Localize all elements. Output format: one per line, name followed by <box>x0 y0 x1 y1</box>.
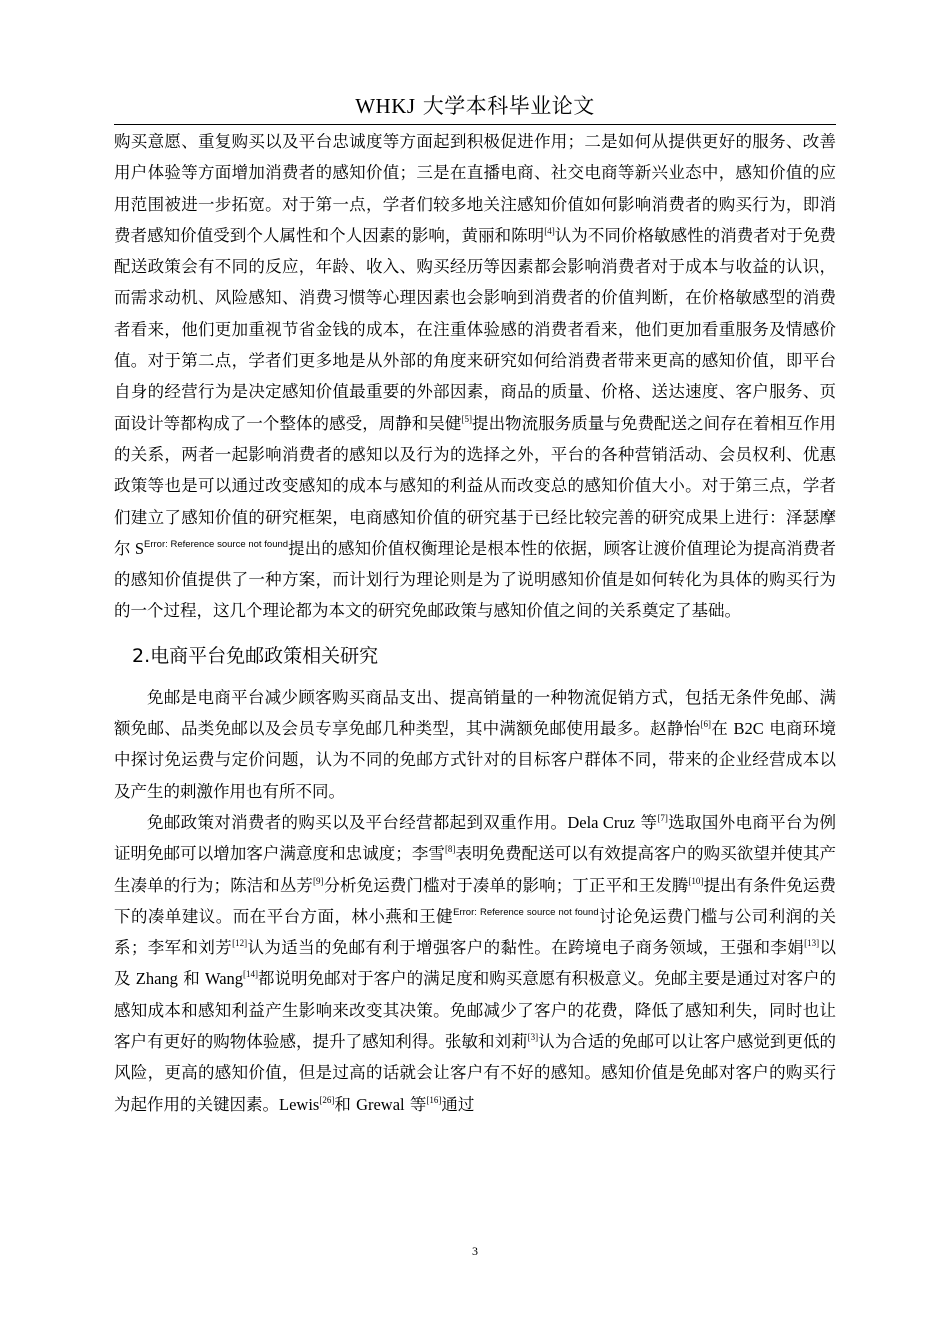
text-run: 认为不同价格敏感性的消费者对于免费配送政策会有不同的反应，年龄、收入、购买经历等因素都会影响消费者对于成本与收益的认识，而需求动机、风险感知、消费习惯等心理因素也会影响到消费者的价值判断，在价格敏感型的消费者看来，他们更加重视节省金钱的成本，在注重体验感的消费者看来，他们更加看重服务及情感价值。对于第二点，学者们更多地是从外部的角度来研究如何给消费者带来更高的感知价值，即平台自身的经营行为是决定感知价值最重要的外部因素，商品的质量、价格、送达速度、客户服务、页面设计等都构成了一个整体的感受，周静和吴健 <box>114 225 837 433</box>
text-run: 电商环境中探讨免运费与定价问题，认为不同的免邮方式针对的目标客户群体不同，带来的企业经营成本以及产生的刺激作用也有所不同。 <box>114 719 837 801</box>
text-run: Grewal <box>356 1094 405 1114</box>
text-run: Dela Cruz <box>567 812 635 832</box>
text-run: 和 <box>177 969 205 989</box>
broken-reference: Error: Reference source not found <box>144 538 289 550</box>
text-run: 表明免费配送可以有效提高客户的购买欲望并使其产生凑单的行为；陈洁和丛芳 <box>114 844 837 895</box>
text-run: 提出有条件免运费下的凑单建议。而在平台方面，林小燕和王健 <box>114 875 837 926</box>
citation-ref: [13] <box>804 938 820 949</box>
text-run: 讨论免运费门槛与公司利润的关系；李军和刘芳 <box>114 906 837 958</box>
text-run: 和 <box>334 1094 357 1114</box>
text-run: 认为合适的免邮可以让客户感觉到更低的风险，更高的感知价值，但是过高的话就会让客户有不好的感知。感知价值是免邮对客户的购买行为起作用的关键因素。 <box>114 1032 837 1114</box>
citation-ref: [10] <box>688 875 704 886</box>
citation-ref: [5] <box>461 413 472 424</box>
citation-ref: [12] <box>232 938 248 949</box>
text-run: 免邮政策对消费者的购买以及平台经营都起到双重作用。 <box>147 812 568 832</box>
paragraph-free-shipping-types <box>114 682 836 807</box>
citation-ref: [7] <box>657 812 668 823</box>
text-run: 提出的感知价值权衡理论是根本性的依据，顾客让渡价值理论为提高消费者的感知价值提供了一种方案，而计划行为理论则是为了说明感知价值是如何转化为具体的购买行为的一个过程，这几个理论都为本文的研究免邮政策与感知价值之间的关系奠定了基础。 <box>114 538 836 621</box>
header-school-code: WHKJ <box>355 94 416 118</box>
text-run: 提出物流服务质量与免费配送之间存在着相互作用的关系，两者一起影响消费者的感知以及行为的选择之外，平台的各种营销活动、会员权利、优惠政策等也是可以通过改变感知的成本与感知的利益从而改变总的感知价值大小。对于第三点，学者们建立了感知价值的研究框架，电商感知价值的研究基于已经比较完善的研究成果上进行：泽瑟摩尔 <box>114 413 837 558</box>
text-run: B2C <box>733 719 764 739</box>
text-run: Lewis <box>279 1094 320 1114</box>
text-run: 认为适当的免邮有利于增强客户的黏性。在跨境电子商务领域，王强和李娟 <box>247 938 805 958</box>
citation-ref: [9] <box>312 875 324 886</box>
text-run: 以及 <box>114 938 837 989</box>
text-run: 等 <box>635 812 658 832</box>
text-run: 免邮是电商平台减少顾客购买商品支出、提高销量的一种物流促销方式，包括无条件免邮、满额免邮、品类免邮以及会员专享免邮几种类型，其中满额免邮使用最多。赵静怡 <box>114 687 836 739</box>
text-run: 购买意愿、重复购买以及平台忠诚度等方面起到积极促进作用；二是如何从提供更好的服务、改善用户体验等方面增加消费者的感知价值；三是在直播电商、社交电商等新兴业态中，感知价值的应用范围被进一步拓宽。对于第一点，学者们较多地关注感知价值如何影响消费者的购买行为，即消费者感知价值受到个人属性和个人因素的影响，黄丽和陈明 <box>114 132 836 245</box>
text-run: 选取国外电商平台为例证明免邮可以增加客户满意度和忠诚度；李雪 <box>114 812 837 864</box>
header-title: 大学本科毕业论文 <box>415 94 595 118</box>
text-run: 在 <box>710 719 734 739</box>
text-run: S <box>130 538 145 558</box>
paragraph-perceived-value <box>114 126 836 627</box>
text-run: Zhang <box>135 969 178 989</box>
page-number: 3 <box>472 1244 478 1258</box>
running-header <box>114 92 836 120</box>
section-heading: 2.电商平台免邮政策相关研究 <box>132 644 379 667</box>
text-run: Wang <box>204 969 244 989</box>
citation-ref: [8] <box>444 844 456 855</box>
broken-reference: Error: Reference source not found <box>453 906 599 918</box>
text-run: 都说明免邮对于客户的满足度和购买意愿有积极意义。免邮主要是通过对客户的感知成本和感知利益产生影响来改变其决策。免邮减少了客户的花费，降低了感知利失，同时也让客户有更好的购物体验感，提升了感知利得。张敏和刘莉 <box>114 969 836 1052</box>
citation-ref: [14] <box>243 969 259 980</box>
citation-ref: [4] <box>544 225 555 236</box>
page-body <box>114 126 836 1120</box>
citation-ref: [26] <box>319 1094 335 1105</box>
text-run: 分析免运费门槛对于凑单的影响；丁正平和王发腾 <box>323 875 689 895</box>
header-rule <box>114 124 836 125</box>
citation-ref: [16] <box>426 1094 442 1105</box>
citation-ref: [6] <box>700 719 711 730</box>
citation-ref: [3] <box>527 1032 539 1043</box>
text-run: 通过 <box>441 1094 475 1114</box>
text-run: 等 <box>404 1094 427 1114</box>
paragraph-free-shipping-effects <box>114 807 836 1120</box>
